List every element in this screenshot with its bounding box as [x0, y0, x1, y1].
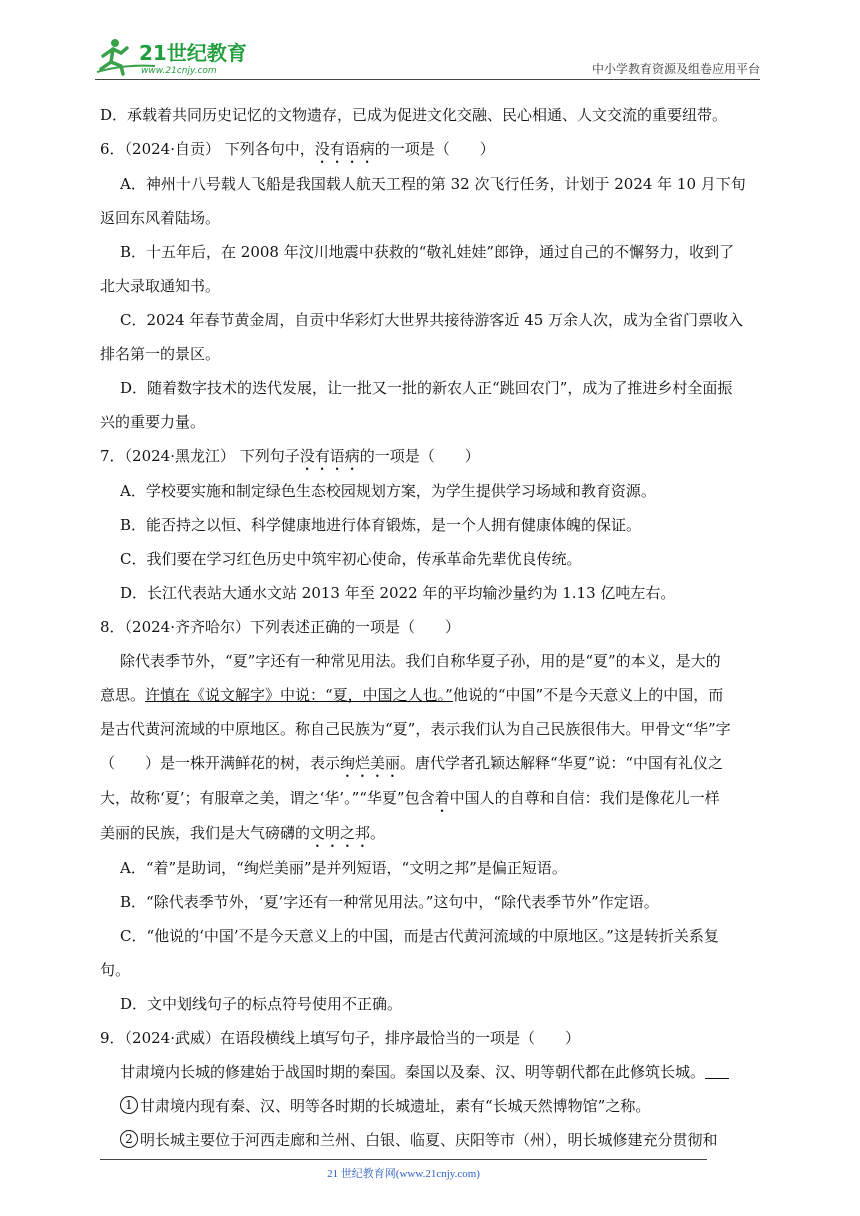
q6-option-c-cont: 排名第一的景区。: [100, 345, 221, 363]
q6-option-a-cont: 返回东风着陆场。: [100, 209, 221, 227]
q6-option-c: C．2024 年春节黄金周，自贡中华彩灯大世界共接待游客近 45 万余人次，成为全省门票收入: [120, 311, 744, 329]
q6-option-b: B．十五年后，在 2008 年汶川地震中获救的“敬礼娃娃”郎铮，通过自己的不懈努力，收到了: [120, 243, 735, 261]
page-header: [95, 30, 760, 82]
passage-line: 除代表季节外，“夏”字还有一种常见用法。我们自称华夏子孙，用的是“夏”的本义，是大的: [120, 652, 721, 670]
q7-option-a: A．学校要实施和制定绿色生态校园规划方案，为学生提供学习场域和教育资源。: [120, 482, 656, 500]
q7-option-c: C．我们要在学习红色历史中筑牢初心使命，传承革命先辈优良传统。: [120, 550, 582, 568]
svg-text:www.21cnjy.com: www.21cnjy.com: [141, 66, 217, 76]
q9-sentence-1: 1 甘肃境内现有秦、汉、明等各时期的长城遗址，素有“长城天然博物馆”之称。: [100, 1089, 762, 1123]
header-divider: [95, 79, 760, 80]
footer-divider: [100, 1159, 707, 1160]
circled-number: 2: [120, 1130, 138, 1148]
q8-option-c: C．“他说的‘中国’不是今天意义上的中国，而是古代黄河流域的中原地区。”这是转折关系复: [120, 927, 719, 945]
passage-line: 意思。许慎在《说文解字》中说：“夏，中国之人也。”他说的“中国”不是今天意义上的中国，而: [100, 686, 724, 704]
question-8: 8．（2024·齐齐哈尔）下列表述正确的一项是（ ）: [100, 618, 460, 636]
question-6: 6．（2024·自贡） 下列各句中，没有语病的一项是（ ）: [100, 140, 495, 158]
option-d: D．承载着共同历史记忆的文物遗存，已成为促进文化交融、民心相通、人文交流的重要纽带。: [100, 106, 728, 124]
q8-option-d: D．文中划线句子的标点符号使用不正确。: [120, 995, 403, 1013]
q8-option-a: A．“着”是助词，“绚烂美丽”是并列短语，“文明之邦”是偏正短语。: [120, 859, 567, 877]
q8-option-c-cont: 句。: [100, 961, 131, 979]
svg-text:21世纪教育: 21世纪教育: [139, 41, 247, 65]
passage-line: 大，故称‘夏’；有服章之美，谓之‘华’。”“华夏”包含着中国人的自尊和自信：我们是像花儿一样: [100, 789, 720, 807]
q8-option-b: B．“除代表季节外，‘夏’字还有一种常见用法。”这句中，“除代表季节外”作定语。: [120, 893, 659, 911]
document-body: [100, 98, 762, 1157]
question-9: 9．（2024·武威）在语段横线上填写句子，排序最恰当的一项是（ ）: [100, 1029, 580, 1047]
q9-sentence-2: 2 明长城主要位于河西走廊和兰州、白银、临夏、庆阳等市（州），明长城修建充分贯彻和: [100, 1123, 762, 1157]
q7-option-b: B．能否持之以恒、科学健康地进行体育锻炼，是一个人拥有健康体魄的保证。: [120, 516, 642, 534]
passage-line: （ ）是一株开满鲜花的树，表示绚烂美丽。唐代学者孔颖达解释“华夏”说：“中国有礼仪之: [100, 754, 724, 772]
q7-option-d: D．长江代表站大通水文站 2013 年至 2022 年的平均输沙量约为 1.13 亿吨左右。: [120, 584, 676, 602]
circled-number: 1: [120, 1096, 138, 1114]
q6-option-a: A．神州十八号载人飞船是我国载人航天工程的第 32 次飞行任务，计划于 2024 年 10 月下旬: [120, 175, 746, 193]
q6-option-d-cont: 兴的重要力量。: [100, 413, 206, 431]
q9-passage: 甘肃境内长城的修建始于战国时期的秦国。秦国以及秦、汉、明等朝代都在此修筑长城。: [100, 1055, 762, 1089]
q6-option-d: D．随着数字技术的迭代发展，让一批又一批的新农人正“跳回农门”，成为了推进乡村全面振: [120, 379, 733, 397]
passage-line: 美丽的民族，我们是大气磅礴的文明之邦。: [100, 824, 386, 842]
passage-line: 是古代黄河流域的中原地区。称自己民族为“夏”，表示我们认为自己民族很伟大。甲骨文“华”字: [100, 720, 731, 738]
question-7: 7．（2024·黑龙江） 下列句子没有语病的一项是（ ）: [100, 447, 480, 465]
footer-link[interactable]: 21 世纪教育网(www.21cnjy.com): [327, 1168, 480, 1180]
platform-name: 中小学教育资源及组卷应用平台: [591, 62, 760, 76]
fill-blank: [705, 1064, 729, 1079]
logo: [95, 36, 265, 76]
q6-option-b-cont: 北大录取通知书。: [100, 277, 221, 295]
